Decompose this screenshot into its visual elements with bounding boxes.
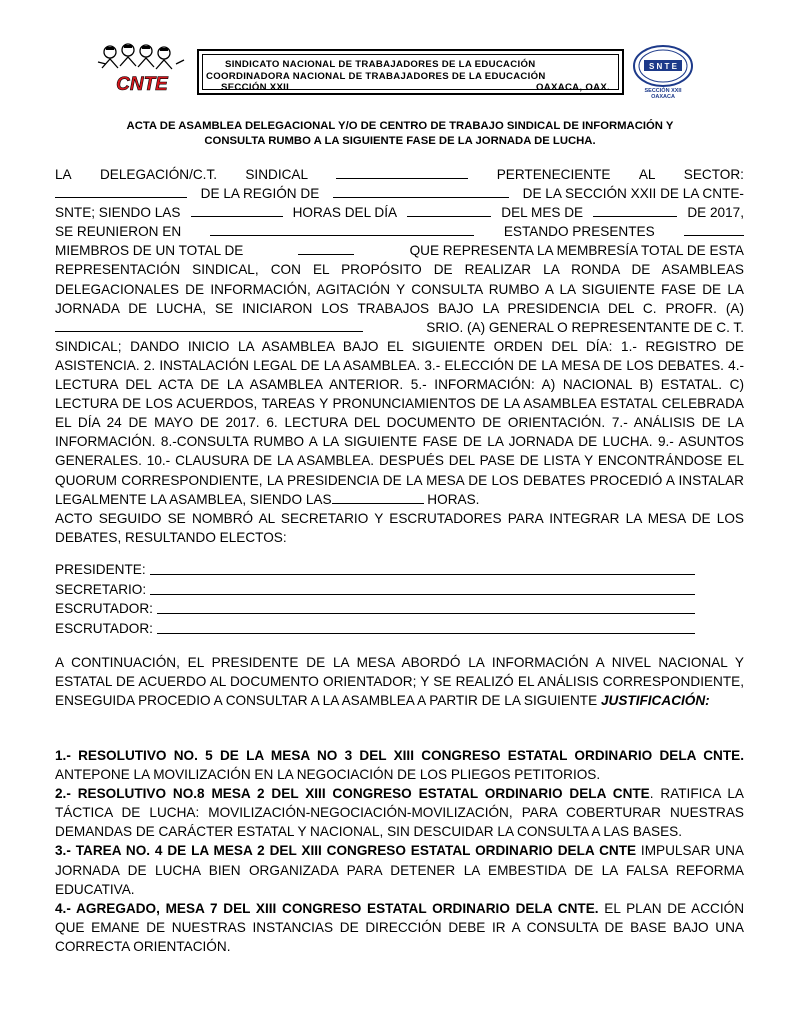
order-of-day-text: SINDICAL; DANDO INICIO LA ASAMBLEA BAJO EL SIGUIENTE ORDEN DEL DÍA: 1.- REGISTRO DE ASISTENCIA. 2. INSTALACIÓN LEGAL DE LA ASAMBLEA. 3.- ELECCIÓN DE LA MESA DE LOS DEBATES. 4.- LECTURA DEL ACTA DE LA ASAMBLEA ANTERIOR. 5.- INFORMACIÓN: A) NACIONAL B) ESTATAL. C) LECTURA DE LOS ACUERDOS, TAREAS Y PRONUNCIAMIENTOS DE LA ASAMBLEA ESTATAL CELEBRADA EL DÍA 24 DE MAYO DE 2017. 6. LECTURA DEL DOCUMENTO DE ORIENTACIÓN. 7.- ANÁLISIS DE LA INFORMACIÓN. 8.-CONSULTA RUMBO A LA SIGUIENTE FASE DE LA JORNADA DE LUCHA. 9.- ASUNTOS GENERALES. 10.- CLAUSURA DE LA ASAMBLEA. DESPUÉS DEL PASE DE LISTA Y ENCONTRÁNDOSE EL QUORUM CORRESPONDIENTE, LA PRESIDENCIA DE LA MESA DE LOS DEBATES PROCEDIÓ A INSTALAR LEGALMENTE LA ASAMBLEA, SIENDO LAS HORAS.	[55, 338, 744, 507]
signers-block	[55, 560, 695, 638]
header-union-name: SINDICATO NACIONAL DE TRABAJADORES DE LA EDUCACIÓN	[225, 59, 536, 70]
cnte-logo	[96, 42, 188, 94]
intro-middle-text: REPRESENTACIÓN SINDICAL, CON EL PROPÓSITO DE REALIZAR LA RONDA DE ASAMBLEAS DELEGACIONALES DE INFORMACIÓN, AGITACIÓN Y CONSULTA RUMBO A LA SIGUIENTE FASE DE LA JORNADA DE LUCHA, SE INICIARON LOS TRABAJOS BAJO LA PRESIDENCIA DEL C. PROFR. (A)	[55, 262, 744, 316]
justification-item: 4.- AGREGADO, MESA 7 DEL XIII CONGRESO ESTATAL ORDINARIO DELA CNTE. EL PLAN DE ACCIÓN QUE EMANE DE NUESTRAS INSTANCIAS DE DIRECCIÓN DEBE IR A CONSULTA DE BASE BAJO UNA CORRECTA ORIENTACIÓN.	[55, 900, 745, 954]
blank-hora[interactable]	[191, 203, 283, 217]
signer-line-escrutador-1[interactable]	[157, 599, 695, 614]
continuation-paragraph: A CONTINUACIÓN, EL PRESIDENTE DE LA MESA ABORDÓ LA INFORMACIÓN A NIVEL NACIONAL Y ESTATAL DE ACUERDO AL DOCUMENTO ORIENTADOR; Y SE REALIZÓ EL ANÁLISIS CORRESPONDIENTE, ENSEGUIDA PROCEDIO A CONSULTAR A LA ASAMBLEA A PARTIR DE LA SIGUIENTE JUSTIFICACIÓN:	[55, 655, 744, 709]
justification-item: 1.- RESOLUTIVO NO. 5 DE LA MESA NO 3 DEL XIII CONGRESO ESTATAL ORDINARIO DELA CNTE. ANTEPONE LA MOVILIZACIÓN EN LA NEGOCIACIÓN DE LOS PLIEGOS PETITORIOS.	[55, 748, 744, 783]
signer-row: ESCRUTADOR:	[55, 599, 695, 619]
header-section: SECCIÓN XXII	[221, 82, 290, 93]
svg-text:CNTE: CNTE	[116, 74, 168, 94]
blank-delegacion[interactable]	[336, 165, 468, 179]
blank-region[interactable]	[333, 184, 509, 198]
blank-dia[interactable]	[407, 203, 491, 217]
intro-line-1: LA DELEGACIÓN/C.T. SINDICAL PERTENECIENTE AL SECTOR:	[55, 167, 744, 182]
header-location: OAXACA, OAX.	[536, 82, 610, 93]
justification-list	[55, 746, 744, 956]
blank-presentes[interactable]	[684, 222, 744, 236]
header-box	[197, 49, 624, 95]
svg-text:S N T E: S N T E	[648, 62, 678, 71]
signer-line-secretario[interactable]	[150, 580, 695, 595]
justification-item: 3.- TAREA NO. 4 DE LA MESA 2 DEL XIII CONGRESO ESTATAL ORDINARIO DELA CNTE IMPULSAR UNA JORNADA DE LUCHA BIEN ORGANIZADA PARA DETENER LA EMBESTIDA DE LA FALSA REFORMA EDUCATIVA.	[55, 843, 744, 897]
blank-sector[interactable]	[55, 184, 187, 198]
signer-row: PRESIDENTE:	[55, 560, 695, 580]
intro-paragraph	[55, 165, 744, 547]
blank-total[interactable]	[298, 241, 354, 255]
blank-hora-instalacion[interactable]	[332, 490, 424, 504]
blank-presidente-nombre[interactable]	[55, 318, 363, 332]
blank-mes[interactable]	[593, 203, 677, 217]
snte-seal-logo	[630, 44, 696, 100]
blank-lugar[interactable]	[210, 222, 474, 236]
svg-text:SECCIÓN XXII: SECCIÓN XXII	[644, 88, 682, 94]
intro-line-2: DE LA REGIÓN DE DE LA SECCIÓN XXII DE LA CNTE-	[55, 184, 744, 203]
intro-line-5: MIEMBROS DE UN TOTAL DE QUE REPRESENTA LA MEMBRESÍA TOTAL DE ESTA	[55, 243, 744, 259]
document-title: ACTA DE ASAMBLEA DELEGACIONAL Y/O DE CENTRO DE TRABAJO SINDICAL DE INFORMACIÓN Y CONSULTA RUMBO A LA SIGUIENTE FASE DE LA JORNADA DE LUCHA.	[126, 120, 674, 147]
intro-line-4: SE REUNIERON EN ESTANDO PRESENTES	[55, 222, 744, 241]
justification-item: 2.- RESOLUTIVO NO.8 MESA 2 DEL XIII CONGRESO ESTATAL ORDINARIO DELA CNTE. RATIFICA LA TÁCTICA DE LUCHA: MOVILIZACIÓN-NEGOCIACIÓN-MOVILIZACIÓN, PARA COBERTURAR NUESTRAS DEMANDAS DE CARÁCTER ESTATAL Y NACIONAL, SIN DESCUIDAR LA CONSULTA A LAS BASES.	[55, 786, 744, 840]
svg-text:OAXACA: OAXACA	[651, 94, 675, 100]
signer-row: ESCRUTADOR:	[55, 619, 695, 639]
election-text: ACTO SEGUIDO SE NOMBRÓ AL SECRETARIO Y ESCRUTADORES PARA INTEGRAR LA MESA DE LOS DEBATES, RESULTANDO ELECTOS:	[55, 510, 744, 545]
signer-line-presidente[interactable]	[150, 560, 695, 575]
header-coordinadora: COORDINADORA NACIONAL DE TRABAJADORES DE LA EDUCACIÓN	[206, 71, 546, 82]
justification-keyword: JUSTIFICACIÓN:	[600, 693, 710, 709]
intro-line-3: SNTE; SIENDO LAS HORAS DEL DÍA DEL MES DE DE 2017,	[55, 205, 744, 221]
intro-line-9: SRIO. (A) GENERAL O REPRESENTANTE DE C. T.	[55, 318, 744, 337]
signer-row: SECRETARIO:	[55, 580, 695, 600]
signer-line-escrutador-2[interactable]	[157, 619, 695, 634]
